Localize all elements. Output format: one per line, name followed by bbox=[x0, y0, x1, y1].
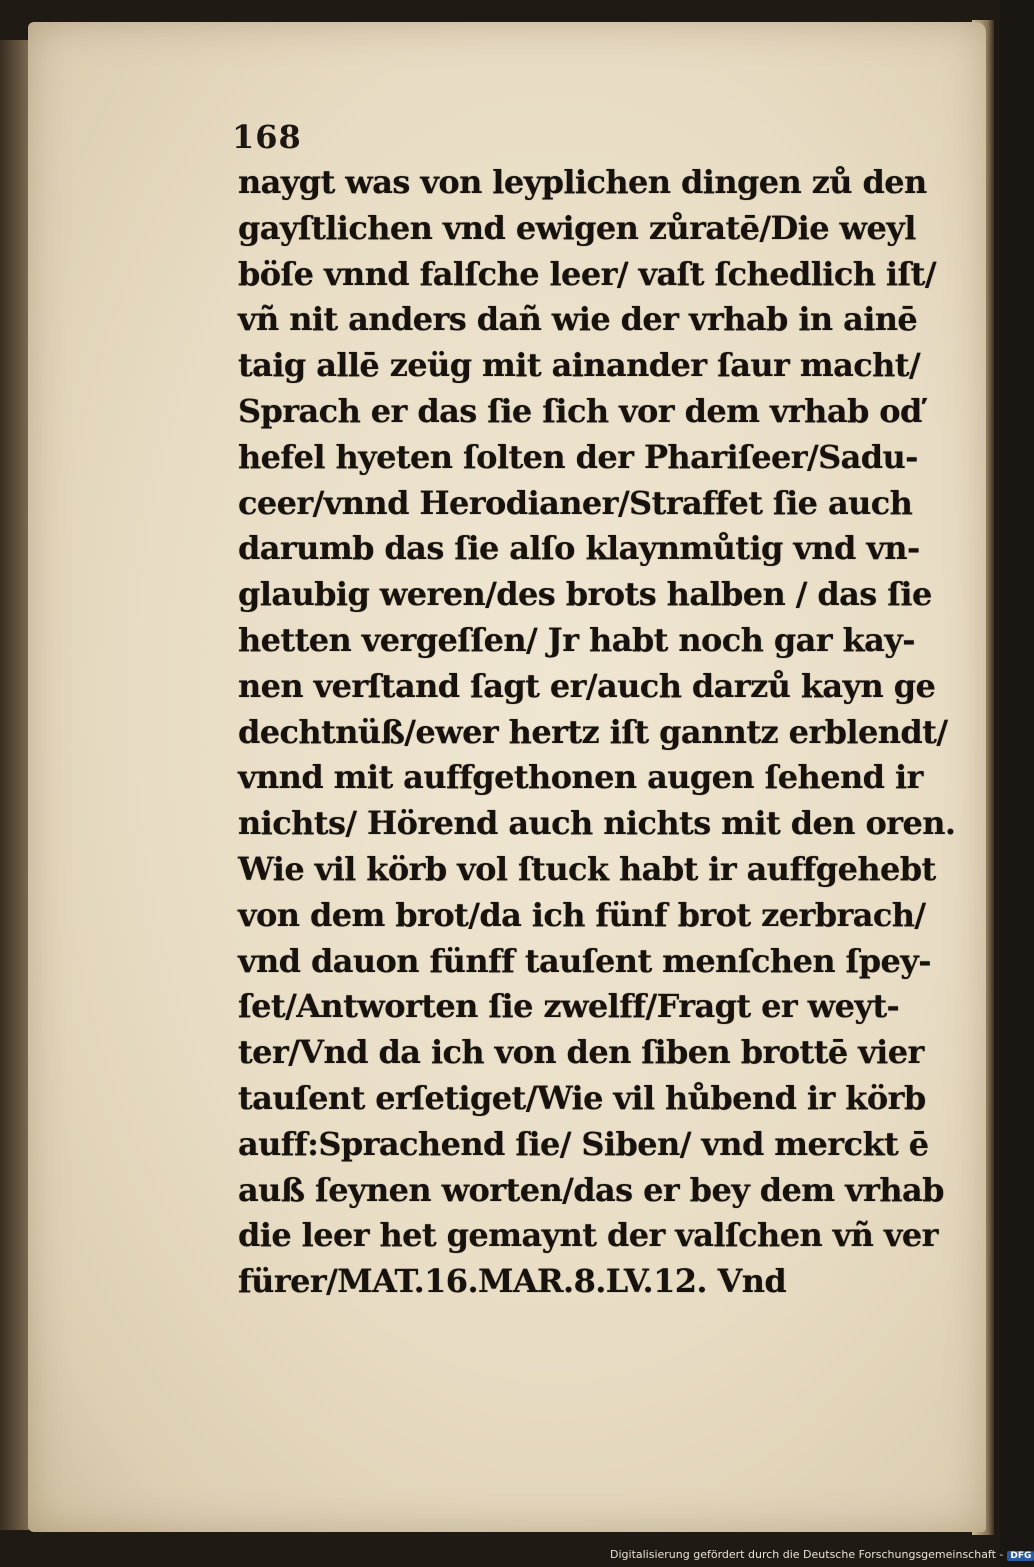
digitization-credit bbox=[610, 1548, 1034, 1561]
text-line: die leer het gemaynt der valſchen vñ ver bbox=[238, 1216, 938, 1255]
text-line: Wie vil körb vol ſtuck habt ir auffgehebt bbox=[238, 849, 936, 888]
text-line: vnnd mit auffgethonen augen ſehend ir bbox=[238, 758, 923, 797]
text-line: fürer/MAT.16.MAR.8.LV.12. Vnd bbox=[238, 1262, 787, 1301]
text-line: gayſtlichen vnd ewigen zůratē/Die weyl bbox=[238, 208, 916, 247]
text-line: taig allē zeüg mit ainander ſaur macht/ bbox=[238, 346, 921, 385]
text-line: Sprach er das ſie ſich vor dem vrhab oď bbox=[238, 391, 922, 430]
text-line: vñ nit anders dañ wie der vrhab in ainē bbox=[238, 300, 918, 339]
text-line: ſet/Antworten ſie zwelff/Fragt er weyt- bbox=[238, 987, 900, 1026]
text-line: auß ſeynen worten/das er bey dem vrhab bbox=[238, 1170, 944, 1209]
dfg-logo: DFG bbox=[1007, 1551, 1034, 1561]
body-text bbox=[238, 160, 958, 1305]
text-line: glaubig weren/des brots halben / das ſie bbox=[238, 575, 932, 614]
text-line: tauſent erſetiget/Wie vil hůbend ir körb bbox=[238, 1078, 926, 1117]
text-line: vnd dauon fünff tauſent menſchen ſpey- bbox=[238, 941, 931, 980]
text-line: von dem brot/da ich fünf brot zerbrach/ bbox=[238, 895, 926, 934]
page-number: 168 bbox=[232, 118, 302, 156]
text-line: nichts/ Hörend auch nichts mit den oren. bbox=[238, 804, 956, 843]
text-line: ceer/vnnd Herodianer/Straffet ſie auch bbox=[238, 483, 913, 522]
text-line: nen verſtand ſagt er/auch darzů kayn ge bbox=[238, 666, 936, 705]
text-line: hefel hyeten ſolten der Phariſeer/Sadu- bbox=[238, 437, 918, 476]
text-line: hetten vergeſſen/ Jr habt noch gar kay- bbox=[238, 620, 915, 659]
text-line: darumb das ſie alſo klaynmůtig vnd vn- bbox=[238, 529, 920, 568]
text-line: ter/Vnd da ich von den ſiben brottē vier bbox=[238, 1033, 924, 1072]
text-line: naygt was von leyplichen dingen zů den bbox=[238, 163, 927, 201]
text-line: auff:Sprachend ſie/ Siben/ vnd merckt ē bbox=[238, 1124, 929, 1163]
credit-text: Digitalisierung gefördert durch die Deutsche Forschungsgemeinschaft - bbox=[610, 1548, 1004, 1561]
text-line: böſe vnnd falſche leer/ vaſt ſchedlich iſt/ bbox=[238, 254, 936, 293]
text-line: dechtnüß/ewer hertz iſt ganntz erblendt/ bbox=[238, 712, 948, 751]
